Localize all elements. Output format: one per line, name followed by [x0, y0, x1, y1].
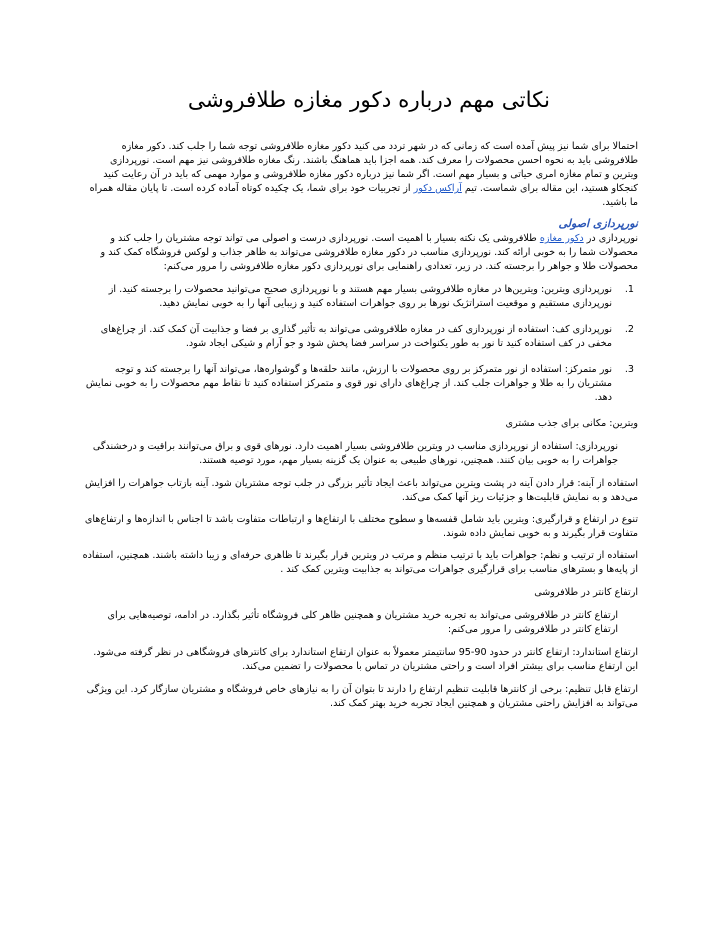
- vitrine-paragraph: استفاده از آینه: قرار دادن آینه در پشت ویترین می‌تواند باعث ایجاد تأثیر بزرگی در جلب توجه مشتریان شود. آینه بازتاب جواهرات را افزایش می‌دهد و به نمایش قابلیت‌ها و جزئیات ریز آنها کمک می‌کند.: [85, 478, 638, 503]
- lighting-text-before: نورپردازی در: [586, 233, 638, 244]
- counter-paragraph: ارتفاع کانتر در طلافروشی می‌تواند به تجربه خرید مشتریان و همچنین ظاهر کلی فروشگاه تأثیر بگذارد. در ادامه، توصیه‌هایی برای ارتفاع کانتر در طلافروشی را مرور می‌کنم:: [107, 610, 618, 635]
- lighting-paragraph: [82, 232, 638, 274]
- list-item: [82, 363, 634, 405]
- counter-paragraph: ارتفاع قابل تنظیم: برخی از کانترها قابلیت تنظیم ارتفاع را دارند تا بتوان آن را به نیازهای خاص فروشگاه و مشتریان سازگار کرد. این ویژگی می‌تواند به افزایش راحتی مشتریان و همچنین ایجاد تجربه خرید بهتر کمک کند.: [86, 684, 638, 709]
- vitrine-heading: ویترین: مکانی برای جذب مشتری: [505, 418, 638, 429]
- list-item: [82, 323, 634, 351]
- arax-decor-link[interactable]: آراکس دکور: [413, 183, 462, 194]
- vitrine-paragraph: استفاده از ترتیب و نظم: جواهرات باید با ترتیب منظم و مرتب در ویترین قرار بگیرند تا ظاهری حرفه‌ای و زیبا داشته باشند. همچنین، استفاده از پایه‌ها و بسترهای مناسب برای قرارگیری جواهرات می‌تواند به جذابیت ویترین کمک کند .: [82, 550, 638, 575]
- list-item: [82, 283, 634, 311]
- list-item-text: نورپردازی ویترین: ویترین‌ها در مغازه طلافروشی بسیار مهم هستند و با نورپردازی صحیح می‌توانید محصولات را برجسته کنید. از نورپردازی مستقیم و موقعیت استراتژیک نورها بر روی جواهرات استفاده کنید و زیبایی آنها را به خوبی نمایش دهید.: [108, 284, 612, 309]
- list-item-text: نور متمرکز: استفاده از نور متمرکز بر روی محصولات با ارزش، مانند حلقه‌ها و گوشواره‌ها، می‌تواند آنها را برجسته کند و توجه مشتریان را به طلا و جواهرات جلب کند. از چراغ‌های دارای نور قوی و متمرکز استفاده کنید تا نقاط مهم محصولات را به خوبی نمایش دهد.: [85, 364, 612, 403]
- vitrine-paragraph: نورپردازی: استفاده از نورپردازی مناسب در ویترین طلافروشی بسیار اهمیت دارد. نورهای قوی و براق می‌توانند براقیت و درخشندگی جواهرات را به خوبی بیان کنند. همچنین، نورهای طبیعی به عنوان یک گزینه بسیار مهم، مورد توصیه هستند.: [92, 441, 618, 466]
- intro-end-text: از تجربیات خود برای شما، یک چکیده کوتاه آماده کرده است. تا پایان مقاله همراه ما باشید.: [89, 183, 638, 208]
- vitrine-paragraph: تنوع در ارتفاع و قرارگیری: ویترین باید شامل قفسه‌ها و سطوح مختلف با ارتفاع‌ها و ارتباطات متفاوت باشد تا اجناس با اندازه‌ها و ارتفاع‌های متفاوت قرار بگیرند و به خوبی نمایش داده شوند.: [84, 514, 638, 539]
- list-item-text: نورپردازی کف: استفاده از نورپردازی کف در مغازه طلافروشی می‌تواند به تأثیر گذاری بر فضا و جذابیت آن کمک کند. از چراغ‌های مخفی در کف استفاده کنید تا نور به طور یکنواخت در سراسر فضا پخش شود و جو آرام و شیکی ایجاد شود.: [100, 324, 612, 349]
- lighting-text-after: طلافروشی یک نکته بسیار با اهمیت است. نورپردازی درست و اصولی می تواند توجه مشتریان را جلب کند و محصولات شما را به خوبی ارائه کند. نورپردازی مناسب در دکور مغازه طلافروشی می‌تواند به ظاهر جذاب و لوکس فروشگاه کمک کند و محصولات طلا و جواهر را برجسته کند. در زیر، تعدادی راهنمایی برای نورپردازی دکور مغازه طلافروشی را مرور می‌کنم:: [100, 233, 638, 272]
- intro-paragraph: [82, 140, 638, 210]
- shop-decor-link[interactable]: دکور مغازه: [539, 233, 584, 244]
- intro-text: احتمالا برای شما نیز پیش آمده است که زمانی که در شهر تردد می کنید دکور مغازه طلافروشی توجه شما را جلب کند. دکور مغازه طلافروشی باید به نحوه احسن محصولات را معرف کند. همه اجزا باید هماهنگ باشند. رنگ مغازه طلافروشی نیز مهم است. نورپردازی ویترین و تمام مغازه امری حیاتی و بسیار مهم است. اگر شما نیز درباره دکور مغازه طلافروشی و موارد مهمی که باید در آن رعایت کنید کنجکاو هستید، این مقاله برای شماست. تیم: [103, 141, 638, 194]
- list-number: 2.: [624, 324, 634, 335]
- counter-heading: ارتفاع کانتر در طلافروشی: [534, 587, 638, 598]
- page-title: نکاتی مهم درباره دکور مغازه طلافروشی: [187, 88, 550, 113]
- list-number: 3.: [624, 364, 634, 375]
- list-number: 1.: [624, 284, 634, 295]
- counter-paragraph: ارتفاع استاندارد: ارتفاع کانتر در حدود 90-95 سانتیمتر معمولاً به عنوان ارتفاع استاندارد برای کانترهای فروشگاهی در نظر گرفته می‌شود. این ارتفاع مناسب برای بیشتر افراد است و راحتی مشتریان در تماس با محصولات را تضمین می‌کند.: [93, 647, 638, 672]
- section-heading-lighting: نورپردازی اصولی: [558, 217, 638, 230]
- lighting-tips-list: [82, 283, 638, 405]
